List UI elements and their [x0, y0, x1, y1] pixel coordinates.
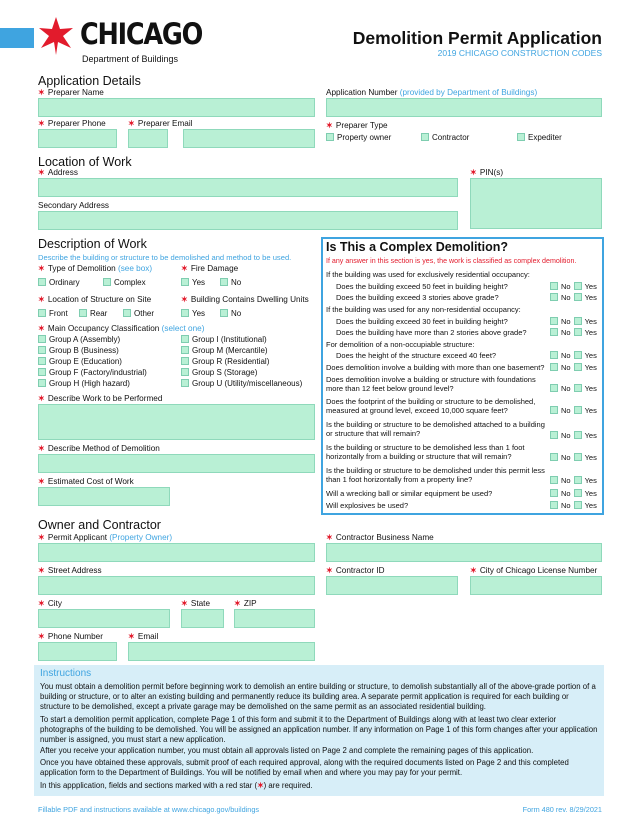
complex-question-text: Does the building exceed 3 stories above grade?	[336, 293, 499, 302]
city-label: ✶ City	[38, 599, 62, 608]
instructions-paragraph: To start a demolition permit application, complete Page 1 of this form and submit it to the Department of Buildings along with at least two clear exterior photographs of the building to be demolished. You will be assigned an application number. If any information on Page 1 of this form changes after your application number is assigned, you must start a new application.	[40, 715, 598, 744]
email-field[interactable]	[128, 642, 315, 661]
checkbox[interactable]	[181, 379, 189, 387]
complex-question-text: Does the height of the structure exceed 40 feet?	[336, 351, 497, 360]
complex-question-answer	[550, 351, 600, 360]
preparer-type-property-owner[interactable]: Property owner	[326, 133, 391, 143]
answer-yes-option[interactable]: Yes	[574, 384, 597, 393]
answer-yes-option[interactable]: Yes	[574, 453, 597, 462]
demolition-type-ordinary[interactable]: Ordinary	[38, 278, 80, 288]
describe-work-field[interactable]	[38, 404, 315, 440]
checkbox[interactable]	[574, 489, 582, 497]
street-address-label: ✶ Street Address	[38, 566, 102, 575]
zip-label: ✶ ZIP	[234, 599, 257, 608]
complex-question-answer	[550, 406, 600, 415]
instructions-paragraph: Once you have obtained these approvals, submit proof of each required approval, along with the required documents listed on Page 2 and this completed application form to the Department of Buildings. You will be notified by email when and where you may pay for your permit.	[40, 758, 569, 777]
checkbox[interactable]	[574, 351, 582, 359]
checkbox[interactable]	[574, 317, 582, 325]
checkbox[interactable]	[181, 278, 189, 286]
complex-question-text: Will explosives be used?	[326, 501, 409, 510]
checkbox[interactable]	[123, 309, 131, 317]
checkbox[interactable]	[574, 328, 582, 336]
permit-applicant-field[interactable]	[38, 543, 315, 562]
section-heading-application-details: Application Details	[38, 74, 141, 88]
checkbox[interactable]	[550, 501, 558, 509]
section-heading-description: Description of Work	[38, 237, 147, 251]
complex-question-text: Does the building exceed 30 feet in building height?	[336, 317, 508, 326]
address-label: ✶ Address	[38, 168, 78, 177]
dwelling-units-no[interactable]: No	[220, 309, 241, 319]
complex-question-text: Does the building exceed 50 feet in building height?	[336, 282, 508, 291]
complex-question-group-label: If the building was used for any non-residential occupancy:	[326, 305, 521, 314]
preparer-name-label: ✶ Preparer Name	[38, 88, 104, 97]
demolition-type-complex[interactable]: Complex	[103, 278, 146, 288]
answer-no-option[interactable]: No	[550, 489, 571, 498]
complex-question-answer	[550, 282, 600, 291]
chicago-wordmark: CHICAGO	[80, 17, 203, 51]
zip-field[interactable]	[234, 609, 315, 628]
complex-demolition-intro: If any answer in this section is yes, the work is classified as complex demolition.	[326, 257, 577, 265]
state-field[interactable]	[181, 609, 224, 628]
estimated-cost-label: ✶ Estimated Cost of Work	[38, 477, 134, 486]
department-name: Department of Buildings	[82, 54, 179, 64]
dwelling-units-yes[interactable]: Yes	[181, 309, 205, 319]
fire-damage-label: ✶ Fire Damage	[181, 264, 239, 273]
footer-link[interactable]: Fillable PDF and instructions available at www.chicago.gov/buildings	[38, 805, 260, 814]
section-heading-location: Location of Work	[38, 155, 132, 169]
answer-no-option[interactable]: No	[550, 363, 571, 372]
complex-question-group-label: If the building was used for exclusively residential occupancy:	[326, 270, 530, 279]
complex-demolition-heading: Is This a Complex Demolition?	[326, 240, 508, 254]
estimated-cost-field[interactable]	[38, 487, 170, 506]
instructions-paragraph: You must obtain a demolition permit before beginning work to demolish an entire building or structure, to demolish substantially all of the above-grade portion of a building or structure, or to alter an existing building and permanently reduce its building area. A separate permit application is required for each building or structure to be demolished, except a private garage may be demolished on the same permit as an associated residential building.	[40, 682, 596, 711]
checkbox[interactable]	[574, 476, 582, 484]
describe-method-field[interactable]	[38, 454, 315, 473]
checkbox[interactable]	[220, 309, 228, 317]
preparer-type-label: ✶ Preparer Type	[326, 121, 388, 130]
occupancy-group-r[interactable]: Group R (Residential)	[181, 357, 269, 367]
checkbox[interactable]	[38, 309, 46, 317]
preparer-type-expediter[interactable]: Expediter	[517, 133, 562, 143]
checkbox[interactable]	[550, 431, 558, 439]
contractor-id-field[interactable]	[326, 576, 458, 595]
checkbox[interactable]	[181, 335, 189, 343]
answer-yes-option[interactable]: Yes	[574, 431, 597, 440]
checkbox[interactable]	[517, 133, 525, 141]
occupancy-group-m[interactable]: Group M (Mercantile)	[181, 346, 268, 356]
checkbox[interactable]	[574, 282, 582, 290]
complex-question-text: Does the building have more than 2 stories above grade?	[336, 328, 527, 337]
phone-number-label: ✶ Phone Number	[38, 632, 103, 641]
phone-number-field[interactable]	[38, 642, 117, 661]
checkbox[interactable]	[574, 293, 582, 301]
occupancy-group-e[interactable]: Group E (Education)	[38, 357, 122, 367]
answer-no-option[interactable]: No	[550, 406, 571, 415]
red-star-icon: ✶	[257, 781, 264, 790]
preparer-email-field-extension[interactable]	[183, 129, 315, 148]
preparer-type-contractor[interactable]: Contractor	[421, 133, 469, 143]
checkbox[interactable]	[181, 346, 189, 354]
answer-yes-option[interactable]: Yes	[574, 282, 597, 291]
checkbox[interactable]	[550, 453, 558, 461]
occupancy-group-h[interactable]: Group H (High hazard)	[38, 379, 130, 389]
checkbox[interactable]	[574, 453, 582, 461]
describe-work-label: ✶ Describe Work to be Performed	[38, 394, 163, 403]
checkbox[interactable]	[38, 346, 46, 354]
checkbox[interactable]	[181, 309, 189, 317]
checkbox[interactable]	[220, 278, 228, 286]
address-field[interactable]	[38, 178, 458, 197]
email-label: ✶ Email	[128, 632, 159, 641]
complex-question-answer	[550, 384, 600, 393]
checkbox[interactable]	[550, 293, 558, 301]
pins-field[interactable]	[470, 178, 602, 229]
complex-question-text: Does demolition involve a building or structure with foundations more than 12 feet below ground level?	[326, 375, 536, 394]
complex-question-answer	[550, 293, 600, 302]
preparer-email-field[interactable]	[128, 129, 168, 148]
permit-applicant-label: ✶ Permit Applicant (Property Owner)	[38, 533, 173, 542]
street-address-field[interactable]	[38, 576, 315, 595]
answer-no-option[interactable]: No	[550, 431, 571, 440]
checkbox[interactable]	[103, 278, 111, 286]
answer-no-option[interactable]: No	[550, 328, 571, 337]
chicago-star-logo-icon	[36, 16, 76, 56]
checkbox[interactable]	[181, 368, 189, 376]
structure-location-label: ✶ Location of Structure on Site	[38, 295, 152, 304]
answer-no-option[interactable]: No	[550, 384, 571, 393]
structure-location-other[interactable]: Other	[123, 309, 154, 319]
checkbox[interactable]	[550, 351, 558, 359]
complex-question-answer	[550, 363, 600, 372]
secondary-address-field[interactable]	[38, 211, 458, 230]
contractor-id-label: ✶ Contractor ID	[326, 566, 385, 575]
checkbox[interactable]	[38, 357, 46, 365]
page-subtitle: 2019 CHICAGO CONSTRUCTION CODES	[437, 48, 602, 58]
section-heading-owner-contractor: Owner and Contractor	[38, 518, 161, 532]
occupancy-group-s[interactable]: Group S (Storage)	[181, 368, 257, 378]
fire-damage-yes[interactable]: Yes	[181, 278, 205, 288]
checkbox[interactable]	[79, 309, 87, 317]
occupancy-group-a[interactable]: Group A (Assembly)	[38, 335, 120, 345]
complex-question-answer	[550, 489, 600, 498]
complex-question-text: Is the building or structure to be demolished under this permit less than 1 foot horizontally from a property line?	[326, 466, 545, 485]
complex-question-text: Is the building or structure to be demolished less than 1 foot horizontally from a building or structure that will remain?	[326, 443, 525, 462]
checkbox[interactable]	[574, 384, 582, 392]
checkbox[interactable]	[38, 368, 46, 376]
answer-no-option[interactable]: No	[550, 293, 571, 302]
complex-question-answer	[550, 328, 600, 337]
checkbox[interactable]	[550, 384, 558, 392]
city-field[interactable]	[38, 609, 170, 628]
pins-label: ✶ PIN(s)	[470, 168, 504, 177]
complex-question-text: Does demolition involve a building with more than one basement?	[326, 363, 545, 372]
answer-no-option[interactable]: No	[550, 282, 571, 291]
answer-yes-option[interactable]: Yes	[574, 476, 597, 485]
answer-yes-option[interactable]: Yes	[574, 328, 597, 337]
occupancy-label: ✶ Main Occupancy Classification (select one)	[38, 324, 205, 333]
license-number-label: ✶ City of Chicago License Number	[470, 566, 598, 575]
occupancy-group-f[interactable]: Group F (Factory/industrial)	[38, 368, 147, 378]
checkbox[interactable]	[550, 489, 558, 497]
state-label: ✶ State	[181, 599, 210, 608]
checkbox[interactable]	[574, 406, 582, 414]
complex-question-answer	[550, 317, 600, 326]
checkbox[interactable]	[574, 431, 582, 439]
checkbox[interactable]	[181, 357, 189, 365]
secondary-address-label: Secondary Address	[38, 201, 110, 210]
preparer-email-label: ✶ Preparer Email	[128, 119, 193, 128]
answer-yes-option[interactable]: Yes	[574, 501, 597, 510]
answer-no-option[interactable]: No	[550, 476, 571, 485]
occupancy-group-u[interactable]: Group U (Utility/miscellaneous)	[181, 379, 302, 389]
answer-no-option[interactable]: No	[550, 453, 571, 462]
checkbox[interactable]	[574, 501, 582, 509]
complex-question-answer	[550, 431, 600, 440]
contractor-business-field[interactable]	[326, 543, 602, 562]
checkbox[interactable]	[421, 133, 429, 141]
complex-question-text: Will a wrecking ball or similar equipment be used?	[326, 489, 493, 498]
complex-question-text: Is the building or structure to be demolished attached to a building or structure that will remain?	[326, 420, 545, 439]
instructions-paragraph: After you receive your application number, you must obtain all approvals listed on Page 2 and complete the remaining pages of this application.	[40, 746, 534, 755]
answer-yes-option[interactable]: Yes	[574, 293, 597, 302]
form-revision: Form 480 rev. 8/29/2021	[522, 805, 602, 814]
answer-yes-option[interactable]: Yes	[574, 363, 597, 372]
application-number-field[interactable]	[326, 98, 602, 117]
dwelling-units-label: ✶ Building Contains Dwelling Units	[181, 295, 309, 304]
preparer-phone-label: ✶ Preparer Phone	[38, 119, 106, 128]
description-intro: Describe the building or structure to be demolished and method to be used.	[38, 253, 292, 262]
occupancy-group-i[interactable]: Group I (Institutional)	[181, 335, 267, 345]
occupancy-group-b[interactable]: Group B (Business)	[38, 346, 119, 356]
required-note: In this appplication, fields and sections marked with a red star (✶) are required.	[40, 781, 313, 790]
answer-yes-option[interactable]: Yes	[574, 351, 597, 360]
checkbox[interactable]	[574, 363, 582, 371]
complex-question-group-label: For demolition of a non-occupiable structure:	[326, 340, 475, 349]
answer-no-option[interactable]: No	[550, 317, 571, 326]
complex-question-answer	[550, 501, 600, 510]
answer-no-option[interactable]: No	[550, 351, 571, 360]
answer-no-option[interactable]: No	[550, 501, 571, 510]
checkbox[interactable]	[550, 328, 558, 336]
checkbox[interactable]	[38, 379, 46, 387]
license-number-field[interactable]	[470, 576, 602, 595]
checkbox[interactable]	[326, 133, 334, 141]
answer-yes-option[interactable]: Yes	[574, 489, 597, 498]
describe-method-label: ✶ Describe Method of Demolition	[38, 444, 160, 453]
checkbox[interactable]	[550, 406, 558, 414]
checkbox[interactable]	[550, 282, 558, 290]
contractor-business-label: ✶ Contractor Business Name	[326, 533, 434, 542]
application-number-label: Application Number (provided by Department of Buildings)	[326, 88, 538, 97]
checkbox[interactable]	[550, 476, 558, 484]
structure-location-rear[interactable]: Rear	[79, 309, 107, 319]
checkbox[interactable]	[550, 363, 558, 371]
checkbox[interactable]	[38, 278, 46, 286]
type-of-demolition-label: ✶ Type of Demolition (see box)	[38, 264, 153, 273]
checkbox[interactable]	[550, 317, 558, 325]
complex-question-answer	[550, 476, 600, 485]
checkbox[interactable]	[38, 335, 46, 343]
answer-yes-option[interactable]: Yes	[574, 317, 597, 326]
preparer-phone-field[interactable]	[38, 129, 117, 148]
header-accent-bar	[0, 28, 34, 48]
answer-yes-option[interactable]: Yes	[574, 406, 597, 415]
preparer-name-field[interactable]	[38, 98, 315, 117]
fire-damage-no[interactable]: No	[220, 278, 241, 288]
complex-question-answer	[550, 453, 600, 462]
instructions-heading: Instructions	[40, 668, 92, 679]
page-title: Demolition Permit Application	[352, 28, 602, 48]
structure-location-front[interactable]: Front	[38, 309, 68, 319]
complex-question-text: Does the footprint of the building or structure to be demolished, measured at ground level, exceed 10,000 square feet?	[326, 397, 536, 416]
